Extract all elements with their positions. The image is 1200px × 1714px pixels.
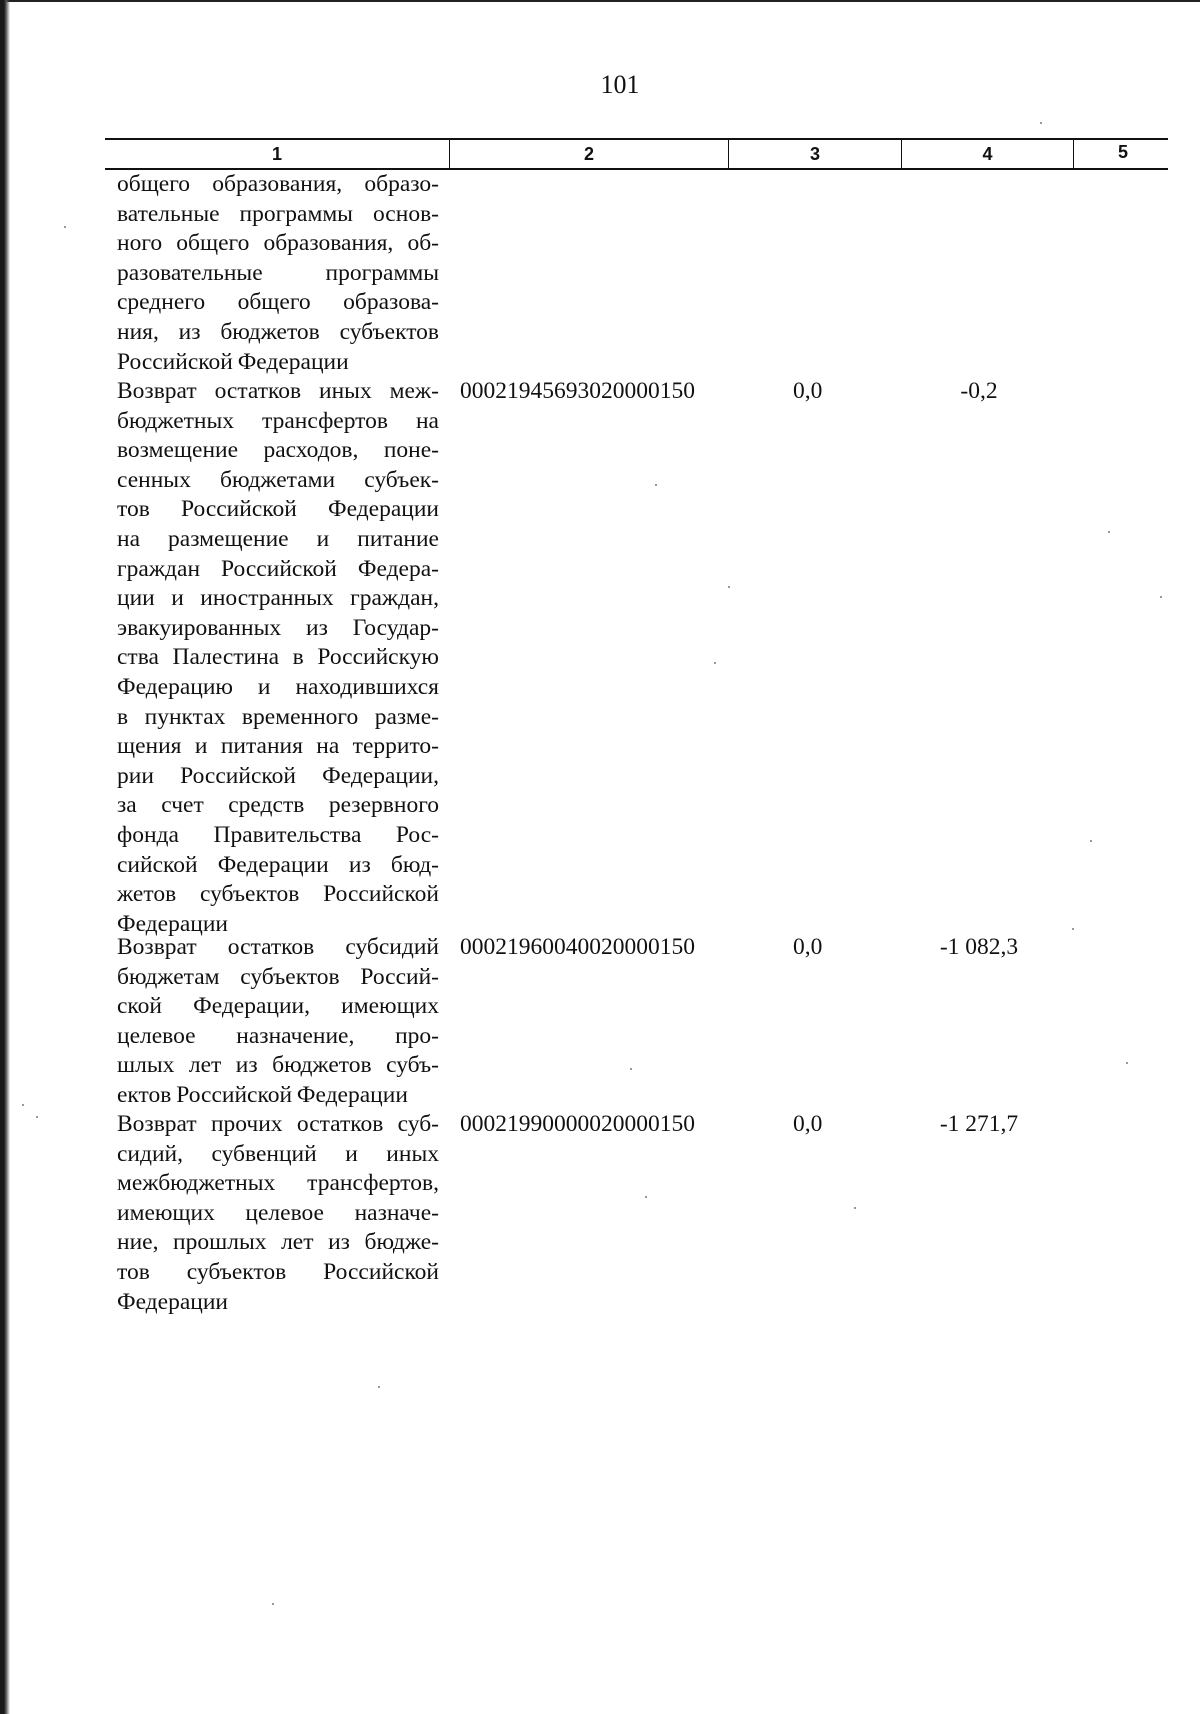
description-line: ства Палестина в Российскую — [117, 644, 439, 671]
scan-speck — [714, 662, 716, 664]
description-line: ции и иностранных граждан, — [117, 585, 439, 612]
description-line: рии Российской Федерации, — [117, 762, 439, 789]
row-2-col4-value: -1 082,3 — [939, 934, 1019, 960]
scan-edge-top — [0, 0, 1200, 2]
row-1-col3-value: 0,0 — [793, 378, 823, 404]
description-line: ской Федерации, имеющих — [117, 993, 439, 1020]
description-line: в пунктах временного разме- — [117, 703, 439, 730]
scan-speck — [272, 1603, 274, 1605]
description-line: Федерации — [117, 910, 228, 937]
description-line: ния, из бюджетов субъектов — [117, 318, 439, 345]
row-1-col4-value: -0,2 — [960, 378, 998, 404]
description-line: Возврат прочих остатков суб- — [117, 1111, 439, 1137]
description-line: ного общего образования, об- — [117, 230, 439, 257]
description-line: жетов субъектов Российской — [117, 881, 439, 908]
table-header — [105, 138, 1168, 170]
scan-speck — [378, 1386, 380, 1388]
description-line: граждан Российской Федера- — [117, 555, 439, 582]
description-line: за счет средств резервного — [117, 792, 439, 819]
description-line: бюджетам субъектов Россий- — [117, 963, 439, 990]
description-line: сийской Федерации из бюд- — [117, 851, 439, 878]
description-line: Федерацию и находившихся — [117, 673, 439, 700]
description-line: тов субъектов Российской — [117, 1258, 439, 1285]
scan-speck — [728, 586, 730, 588]
row-2-col3-value: 0,0 — [793, 934, 823, 960]
description-line: ектов Российской Федерации — [117, 1081, 408, 1108]
description-line: целевое назначение, про- — [117, 1022, 439, 1049]
scan-speck — [22, 1104, 24, 1106]
description-line: сенных бюджетами субъек- — [117, 466, 439, 493]
description-line: среднего общего образова- — [117, 289, 439, 316]
column-header-5: 5 — [1073, 140, 1168, 168]
description-line: межбюджетных трансфертов, — [117, 1170, 439, 1197]
description-line: шлых лет из бюджетов субъ- — [117, 1052, 439, 1079]
description-line: Возврат остатков субсидий — [117, 934, 439, 960]
scan-speck — [1160, 596, 1162, 598]
column-header-3: 3 — [728, 140, 901, 168]
row-3-col4-value: -1 271,7 — [939, 1111, 1019, 1137]
description-line: эвакуированных из Государ- — [117, 614, 439, 641]
description-line: ние, прошлых лет из бюдже- — [117, 1229, 439, 1256]
row-3-code: 00021990000020000150 — [460, 1111, 695, 1137]
scan-speck — [1126, 1062, 1128, 1064]
scan-speck — [1072, 928, 1074, 930]
scan-speck — [655, 484, 657, 486]
description-line: бюджетных трансфертов на — [117, 407, 439, 434]
description-line: Российской Федерации — [117, 348, 349, 375]
description-line: вательные программы основ- — [117, 200, 439, 227]
row-1-code: 00021945693020000150 — [460, 378, 695, 404]
scan-speck — [854, 1207, 856, 1209]
description-line: на размещение и питание — [117, 525, 439, 552]
description-line: сидий, субвенций и иных — [117, 1140, 439, 1167]
page-number: 101 — [600, 70, 640, 99]
row-3-description — [117, 1110, 439, 1317]
description-line: фонда Правительства Рос- — [117, 821, 439, 848]
description-line: щения и питания на террито- — [117, 733, 439, 760]
scan-speck — [1108, 531, 1110, 533]
scan-speck — [36, 1116, 38, 1118]
scan-speck — [645, 1196, 647, 1198]
column-header-2: 2 — [449, 140, 728, 168]
description-line: тов Российской Федерации — [117, 496, 439, 523]
row-1-description — [117, 377, 439, 939]
column-header-4: 4 — [901, 140, 1073, 168]
column-header-1: 1 — [271, 144, 282, 164]
row-3-col3-value: 0,0 — [793, 1111, 823, 1137]
description-line: возмещение расходов, поне- — [117, 437, 439, 464]
row-0-description — [117, 170, 439, 377]
scan-speck — [64, 226, 66, 228]
row-2-description — [117, 933, 439, 1111]
scan-speck — [1090, 840, 1092, 842]
description-line: Возврат остатков иных меж- — [117, 378, 439, 404]
scan-edge-left — [0, 0, 10, 1714]
description-line: Федерации — [117, 1288, 228, 1315]
row-2-code: 00021960040020000150 — [460, 934, 695, 960]
description-line: имеющих целевое назначе- — [117, 1199, 439, 1226]
scan-speck — [630, 1068, 632, 1070]
scan-speck — [1040, 122, 1042, 124]
description-line: разовательные программы — [117, 259, 439, 286]
description-line: общего образования, образо- — [117, 171, 439, 197]
